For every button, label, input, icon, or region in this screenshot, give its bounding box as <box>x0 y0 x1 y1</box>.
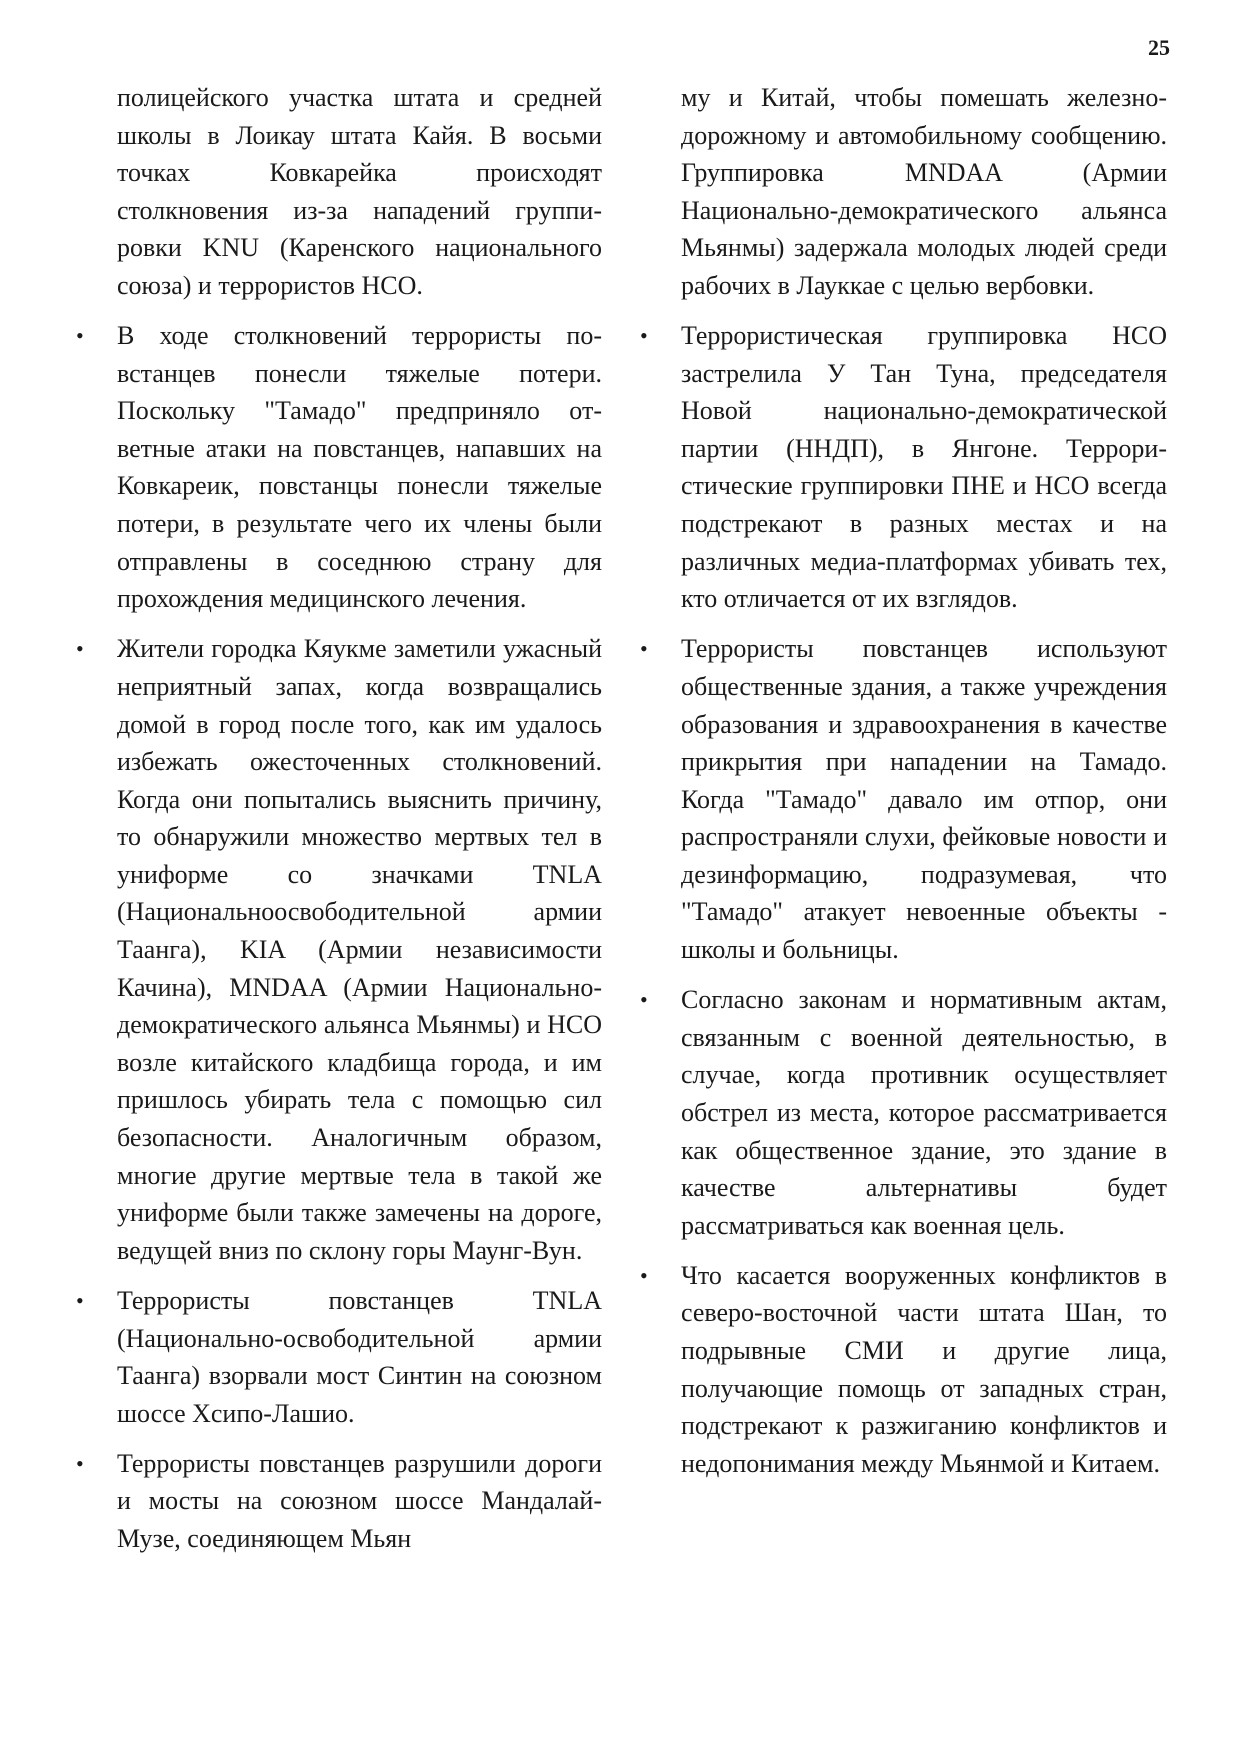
bullet-text: В ходе столкновений террористы повстанцев понесли тяжелые потери. Поскольку "Тамадо" предприняло ответные атаки на повстанцев, напавших на Ковкареик, повстанцы понесли тяжелые потери, в результате чего их члены были отправлены в соседнюю страну для прохождения медицинского лечения. <box>117 321 602 614</box>
bullet-text: Террористы повстанцев разрушили дороги и мосты на союзном шоссе Мандалай-Музе, соединяющем Мьян <box>117 1448 602 1553</box>
bullet-item <box>76 317 602 618</box>
bullet-item <box>640 317 1167 618</box>
bullet-icon: • <box>76 1450 84 1476</box>
bullet-text: Жители городка Кяукме заметили ужасный неприятный запах, когда возвращались домой в город после того, как им удалось избежать ожесточенных столкновений. Когда они попытались выяснить причину, то обнаружили множество мертвых тел в униформе со значками TNLA (Национальноосвободительной армии Таанга), KIA (Армии независимости Качина), MNDAA (Армии Национальнодемократического альянса Мьянмы) и НСО возле китайского кладбища города, и им пришлось убирать тела с помощью сил безопасности. Аналогичным образом, многие другие мертвые тела в такой же униформе были также замечены на дороге, ведущей вниз по склону горы Маунг-Вун. <box>117 634 602 1265</box>
bullet-icon: • <box>640 987 648 1013</box>
bullet-text: Согласно законам и нормативным актам, связанным с военной деятельностью, в случае, когда противник осуществляет обстрел из места, которое рассматривается как общественное здание, это здание в качестве альтернативы будет рассматриваться как военная цель. <box>681 985 1167 1240</box>
bullet-icon: • <box>76 636 84 662</box>
bullet-icon: • <box>640 636 648 662</box>
bullet-text: Террористическая группировка НСО застрелила У Тан Туна, председателя Новой национально-демократической партии (ННДП), в Янгоне. Террористические группировки ПНЕ и НСО всегда подстрекают в разных местах и на различных медиа-платформах убивать тех, кто отличается от их взглядов. <box>681 321 1167 614</box>
bullet-item <box>76 630 602 1269</box>
right-column <box>640 79 1167 1482</box>
bullet-icon: • <box>76 1287 84 1313</box>
bullet-item <box>640 981 1167 1244</box>
bullet-text: Что касается вооруженных конфликтов в северо-восточной части штата Шан, то подрывные СМИ и другие лица, получающие помощь от западных стран, подстрекают к разжиганию конфликтов и недопонимания между Мьянмой и Китаем. <box>681 1260 1167 1478</box>
bullet-item <box>76 1282 602 1432</box>
bullet-icon: • <box>640 323 648 349</box>
paragraph-text: полицейского участка штата и средней школы в Лоикау штата Кайя. В восьми точках Ковкарейка происходят столкновения из-за нападений группировки KNU (Каренского национального союза) и террористов НСО. <box>117 83 602 300</box>
bullet-item <box>640 630 1167 968</box>
bullet-icon: • <box>640 1262 648 1288</box>
continuation-paragraph <box>117 79 602 305</box>
bullet-item <box>76 1445 602 1558</box>
bullet-text: Террористы повстанцев используют общественные здания, а также учреждения образования и здравоохранения в качестве прикрытия при нападении на Тамадо. Когда "Тамадо" давало им отпор, они распространяли слухи, фейковые новости и дезинформацию, подразумевая, что "Тамадо" атакует невоенные объекты - школы и больницы. <box>681 634 1167 965</box>
bullet-icon: • <box>76 323 84 349</box>
page-number: 25 <box>1148 35 1170 60</box>
continuation-paragraph <box>681 79 1167 305</box>
bullet-text: Террористы повстанцев TNLA (Национально-освободительной армии Таанга) взорвали мост Синтин на союзном шоссе Хсипо-Лашио. <box>117 1285 602 1428</box>
paragraph-text: му и Китай, чтобы помешать железнодорожному и автомобильному сообщению. Группировка MNDAA (Армии Национально-демократического альянса Мьянмы) задержала молодых людей среди рабочих в Лауккае с целью вербовки. <box>681 83 1167 300</box>
left-column <box>76 79 602 1558</box>
bullet-item <box>640 1257 1167 1483</box>
